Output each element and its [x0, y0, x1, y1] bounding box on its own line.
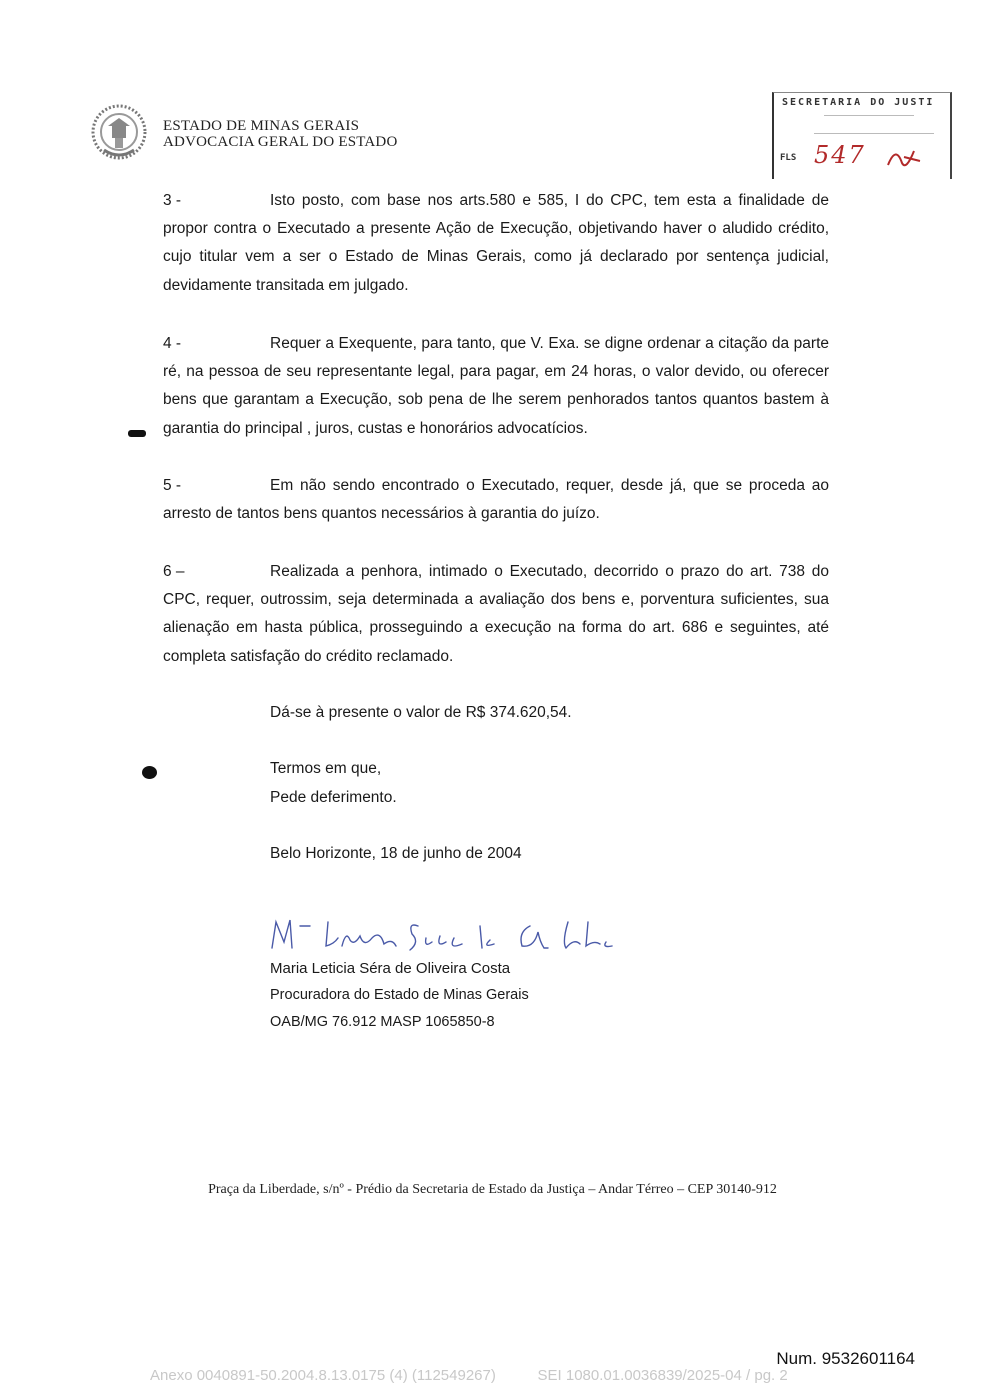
- stamp-title: SECRETARIA DO JUSTI: [782, 97, 935, 108]
- paragraph-5: [163, 472, 829, 528]
- footer-address: Praça da Liberdade, s/nº - Prédio da Secretaria de Estado da Justiça – Andar Térreo – CEP 30140-912: [208, 1182, 777, 1197]
- paragraph-text: Isto posto, com base nos arts.580 e 585, I do CPC, tem esta a finalidade de propor contra o Executado a presente Ação de Execução, objetivando haver o aludido crédito, cujo titular vem a ser o Estado de Minas Gerais, como já declarado por sentença judicial, devidamente transitada em julgado.: [163, 192, 829, 294]
- place-and-date: Belo Horizonte, 18 de junho de 2004: [270, 845, 522, 862]
- paragraph-number: 6 –: [163, 563, 185, 580]
- stamp-initials-mark: [884, 143, 924, 173]
- paragraph-text: Requer a Exequente, para tanto, que V. Exa. se digne ordenar a citação da parte ré, na pessoa de seu representante legal, para pagar, em 24 horas, o valor devido, ou oferecer bens que garantam a Execução, sob pena de lhe serem penhorados tantos quantos bastem à garantia do principal , juros, custas e honorários advocatícios.: [163, 335, 829, 437]
- scan-artifact-mark: [142, 766, 157, 779]
- closing-line-2: Pede deferimento.: [270, 789, 397, 806]
- stamp-page-number: 547: [814, 141, 866, 169]
- signatory-name: Maria Leticia Séra de Oliveira Costa: [270, 960, 511, 977]
- paragraph-number: 3 -: [163, 192, 182, 209]
- closing-line-1: Termos em que,: [270, 760, 382, 777]
- document-number: Num. 9532601164: [776, 1349, 915, 1368]
- paragraph-text: Em não sendo encontrado o Executado, requer, desde já, que se proceda ao arresto de tantos bens quantos necessários à garantia do juízo.: [163, 477, 829, 523]
- paragraph-text: Realizada a penhora, intimado o Executado, decorrido o prazo do art. 738 do CPC, requer, outrossim, seja determinada a avaliação dos bens e, porventura suficientes, sua alienação em hasta pública, prosseguindo a execução na forma do art. 686 e seguintes, até completa satisfação do crédito reclamado.: [163, 563, 829, 665]
- paragraph-4: [163, 330, 829, 443]
- stamp-faded-line: [814, 133, 934, 134]
- paragraph-6: [163, 558, 829, 671]
- stamp-faded-line: [824, 115, 914, 116]
- paragraph-number: 4 -: [163, 335, 182, 352]
- signatory-registration: OAB/MG 76.912 MASP 1065850-8: [270, 1014, 495, 1030]
- stamp-fls-label: FLS: [780, 153, 797, 163]
- paragraph-3: [163, 187, 829, 300]
- claim-value-statement: Dá-se à presente o valor de R$ 374.620,54.: [270, 704, 572, 721]
- annex-reference-line: Anexo 0040891-50.2004.8.13.0175 (4) (112549267) SEI 1080.01.0036839/2025-04 / pg. 2: [150, 1367, 788, 1384]
- paragraph-number: 5 -: [163, 477, 182, 494]
- scan-artifact-mark: [128, 430, 146, 437]
- signatory-role: Procuradora do Estado de Minas Gerais: [270, 987, 529, 1003]
- header-agency-name: ADVOCACIA GERAL DO ESTADO: [163, 134, 398, 150]
- protocol-stamp: [772, 92, 952, 179]
- state-coat-of-arms-logo: [86, 102, 152, 166]
- header-state-name: ESTADO DE MINAS GERAIS: [163, 118, 360, 134]
